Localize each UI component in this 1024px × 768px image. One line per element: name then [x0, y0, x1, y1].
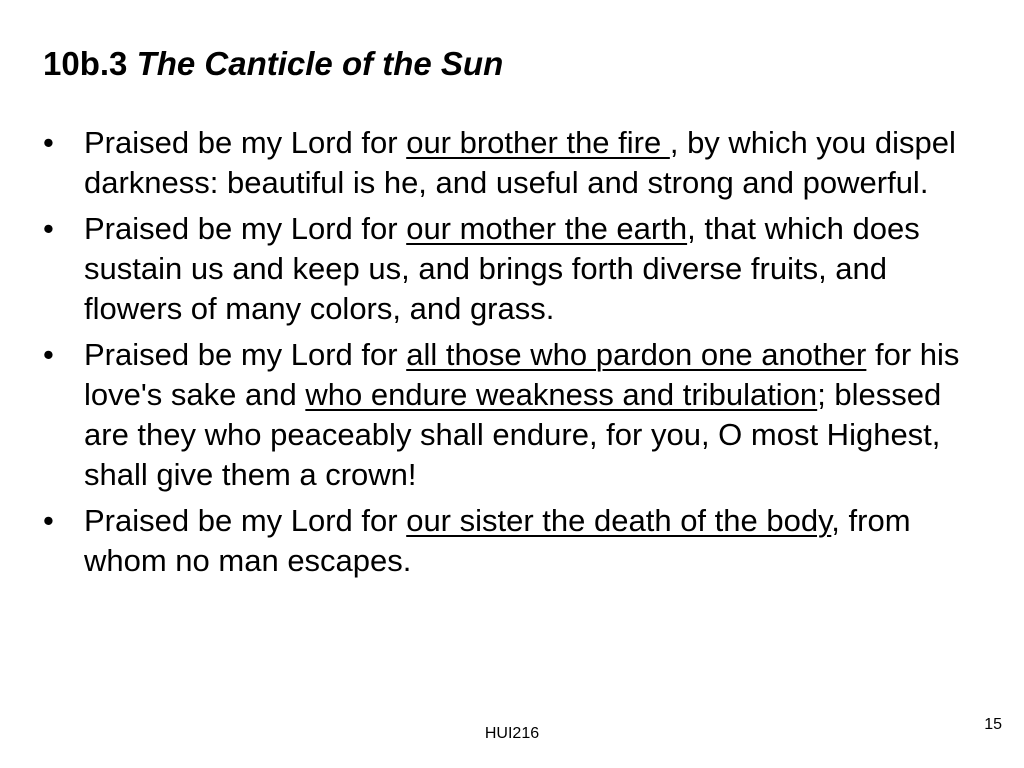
bullet-text: Praised be my Lord for [84, 337, 407, 372]
bullet-item-death [43, 501, 993, 581]
bullet-text: Praised be my Lord for [84, 211, 407, 246]
bullet-item-pardon [43, 335, 993, 495]
title-number: 10b.3 [43, 45, 128, 82]
bullet-item-earth [43, 209, 993, 329]
bullet-list [43, 123, 993, 587]
underlined-phrase: our brother the fire [406, 125, 670, 160]
bullet-marker: • [43, 503, 54, 538]
bullet-marker: • [43, 211, 54, 246]
underlined-phrase: who endure weakness and tribulation [305, 377, 818, 412]
bullet-text: , that which does sustain us and keep us, and brings forth diverse fruits, and flowers of many colors, and grass. [84, 211, 920, 326]
bullet-text: ; blessed are they who peaceably shall endure, for you, O most Highest, shall give them a crown! [84, 377, 942, 492]
slide-title [43, 44, 503, 84]
bullet-marker: • [43, 337, 54, 372]
bullet-text: Praised be my Lord for [84, 125, 407, 160]
footer-course-code: HUI216 [484, 725, 540, 742]
bullet-item-fire [43, 123, 993, 203]
bullet-text: , from whom no man escapes. [84, 503, 911, 578]
bullet-text: , by which you dispel darkness: beautiful is he, and useful and strong and powerful. [84, 125, 956, 200]
bullet-marker: • [43, 125, 54, 160]
title-text: The Canticle of the Sun [136, 45, 504, 82]
underlined-phrase: our mother the earth [406, 211, 688, 246]
bullet-text: Praised be my Lord for [84, 503, 407, 538]
bullet-text: for his love's sake and [84, 337, 960, 412]
underlined-phrase: all those who pardon one another [406, 337, 867, 372]
page-number: 15 [984, 716, 1002, 733]
underlined-phrase: our sister the death of the body [406, 503, 832, 538]
